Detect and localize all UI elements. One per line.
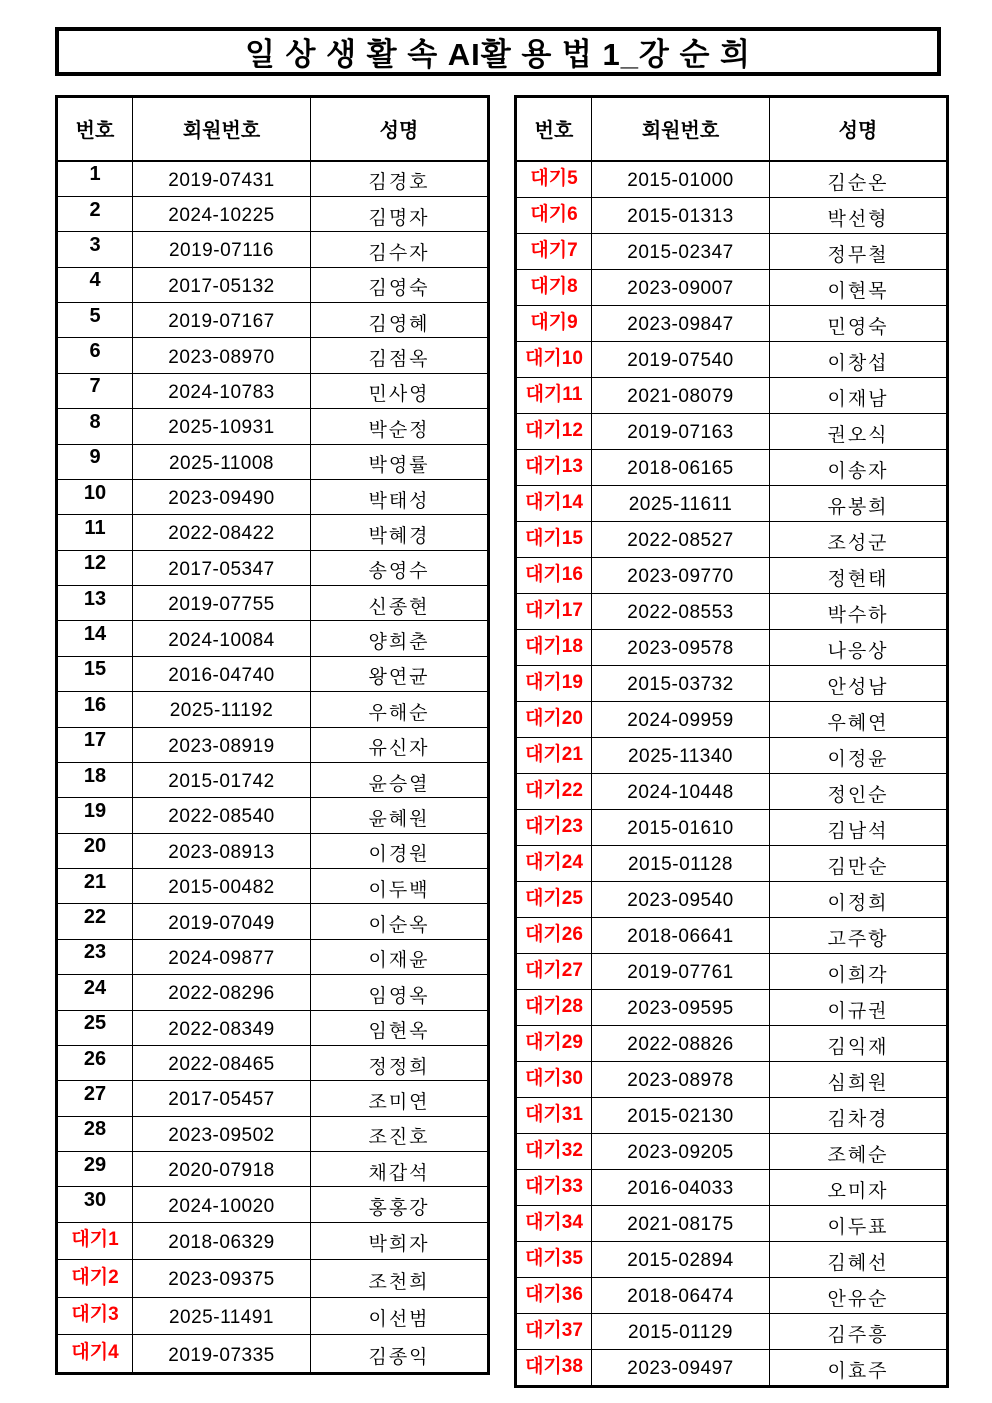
column-header-name: 성명 (770, 97, 948, 161)
name-cell: 안성남 (770, 665, 948, 701)
column-header-name: 성명 (311, 97, 489, 161)
member-id-cell: 2023-09490 (133, 479, 311, 514)
no-cell: 대기4 (57, 1335, 133, 1374)
name-cell: 양희춘 (311, 621, 489, 656)
member-id-cell: 2025-10931 (133, 409, 311, 444)
member-id-cell: 2015-02347 (592, 233, 770, 269)
name-cell: 박순정 (311, 409, 489, 444)
member-id-cell: 2022-08422 (133, 515, 311, 550)
name-cell: 윤혜원 (311, 798, 489, 833)
member-id-cell: 2015-02130 (592, 1097, 770, 1133)
table-row (516, 1313, 948, 1349)
table-row (516, 521, 948, 557)
no-cell: 대기18 (516, 629, 592, 665)
member-id-cell: 2023-09497 (592, 1349, 770, 1386)
table-row (57, 586, 489, 621)
no-cell: 대기26 (516, 917, 592, 953)
table-row (57, 869, 489, 904)
name-cell: 정인순 (770, 773, 948, 809)
table-row (57, 409, 489, 444)
table-row (57, 727, 489, 762)
name-cell: 이선범 (311, 1297, 489, 1334)
member-id-cell: 2018-06329 (133, 1222, 311, 1259)
no-cell: 8 (57, 409, 133, 444)
table-row (516, 161, 948, 198)
table-row (516, 305, 948, 341)
no-cell: 23 (57, 939, 133, 974)
table-row (57, 267, 489, 302)
no-cell: 4 (57, 267, 133, 302)
table-row (57, 196, 489, 231)
name-cell: 박영률 (311, 444, 489, 479)
no-cell: 대기38 (516, 1349, 592, 1386)
name-cell: 이순옥 (311, 904, 489, 939)
name-cell: 박태성 (311, 479, 489, 514)
name-cell: 채갑석 (311, 1152, 489, 1187)
member-id-cell: 2023-09375 (133, 1260, 311, 1297)
no-cell: 대기8 (516, 269, 592, 305)
name-cell: 김영혜 (311, 303, 489, 338)
name-cell: 조천희 (311, 1260, 489, 1297)
member-id-cell: 2021-08175 (592, 1205, 770, 1241)
table-row (57, 1187, 489, 1222)
member-id-cell: 2024-10448 (592, 773, 770, 809)
name-cell: 김순온 (770, 161, 948, 198)
table-row (516, 1349, 948, 1386)
member-id-cell: 2017-05347 (133, 550, 311, 585)
member-id-cell: 2019-07049 (133, 904, 311, 939)
no-cell: 22 (57, 904, 133, 939)
member-id-cell: 2023-09502 (133, 1116, 311, 1151)
name-cell: 이정희 (770, 881, 948, 917)
name-cell: 조진호 (311, 1116, 489, 1151)
table-body-left (57, 161, 489, 1374)
name-cell: 김종익 (311, 1335, 489, 1374)
column-header-member-id: 회원번호 (592, 97, 770, 161)
table-row (57, 1297, 489, 1334)
name-cell: 민영숙 (770, 305, 948, 341)
no-cell: 대기2 (57, 1260, 133, 1297)
name-cell: 김만순 (770, 845, 948, 881)
table-row (516, 1277, 948, 1313)
member-id-cell: 2020-07918 (133, 1152, 311, 1187)
no-cell: 15 (57, 656, 133, 691)
no-cell: 대기3 (57, 1297, 133, 1334)
no-cell: 13 (57, 586, 133, 621)
table-row (57, 692, 489, 727)
name-cell: 유봉희 (770, 485, 948, 521)
no-cell: 대기23 (516, 809, 592, 845)
no-cell: 대기16 (516, 557, 592, 593)
member-id-cell: 2015-02894 (592, 1241, 770, 1277)
member-id-cell: 2023-09540 (592, 881, 770, 917)
name-cell: 김남석 (770, 809, 948, 845)
no-cell: 대기19 (516, 665, 592, 701)
no-cell: 대기12 (516, 413, 592, 449)
header-row (57, 97, 489, 161)
name-cell: 임현옥 (311, 1010, 489, 1045)
name-cell: 박혜경 (311, 515, 489, 550)
member-id-cell: 2017-05457 (133, 1081, 311, 1116)
name-cell: 김영숙 (311, 267, 489, 302)
no-cell: 대기24 (516, 845, 592, 881)
name-cell: 이송자 (770, 449, 948, 485)
member-id-cell: 2018-06641 (592, 917, 770, 953)
table-row (516, 1097, 948, 1133)
name-cell: 이규권 (770, 989, 948, 1025)
column-header-no: 번호 (516, 97, 592, 161)
member-id-cell: 2019-07540 (592, 341, 770, 377)
member-id-cell: 2022-08826 (592, 1025, 770, 1061)
member-id-cell: 2015-01742 (133, 762, 311, 797)
no-cell: 11 (57, 515, 133, 550)
table-row (57, 303, 489, 338)
member-id-cell: 2025-11008 (133, 444, 311, 479)
table-header-left (57, 97, 489, 161)
no-cell: 대기22 (516, 773, 592, 809)
member-id-cell: 2025-11611 (592, 485, 770, 521)
table-body-right (516, 161, 948, 1387)
name-cell: 우혜연 (770, 701, 948, 737)
table-row (516, 1133, 948, 1169)
table-row (516, 377, 948, 413)
name-cell: 김익재 (770, 1025, 948, 1061)
member-id-cell: 2019-07335 (133, 1335, 311, 1374)
table-row (57, 833, 489, 868)
member-id-cell: 2022-08349 (133, 1010, 311, 1045)
name-cell: 조미연 (311, 1081, 489, 1116)
name-cell: 정정희 (311, 1045, 489, 1080)
name-cell: 홍홍강 (311, 1187, 489, 1222)
table-row (57, 621, 489, 656)
table-row (516, 1169, 948, 1205)
name-cell: 임영옥 (311, 975, 489, 1010)
table-row (516, 1025, 948, 1061)
table-row (57, 373, 489, 408)
member-id-cell: 2022-08296 (133, 975, 311, 1010)
table-row (57, 161, 489, 197)
name-cell: 김혜선 (770, 1241, 948, 1277)
name-cell: 심희원 (770, 1061, 948, 1097)
table-row (516, 269, 948, 305)
name-cell: 권오식 (770, 413, 948, 449)
table-row (57, 515, 489, 550)
column-header-no: 번호 (57, 97, 133, 161)
member-id-cell: 2016-04033 (592, 1169, 770, 1205)
no-cell: 대기1 (57, 1222, 133, 1259)
title-box (55, 27, 941, 76)
no-cell: 대기30 (516, 1061, 592, 1097)
table-row (516, 1205, 948, 1241)
member-id-cell: 2015-01313 (592, 197, 770, 233)
name-cell: 김점옥 (311, 338, 489, 373)
member-id-cell: 2019-07167 (133, 303, 311, 338)
no-cell: 대기25 (516, 881, 592, 917)
name-cell: 이창섭 (770, 341, 948, 377)
member-id-cell: 2015-01610 (592, 809, 770, 845)
table-row (57, 1010, 489, 1045)
member-id-cell: 2018-06474 (592, 1277, 770, 1313)
member-id-cell: 2024-10783 (133, 373, 311, 408)
name-cell: 안유순 (770, 1277, 948, 1313)
member-id-cell: 2022-08540 (133, 798, 311, 833)
member-id-cell: 2017-05132 (133, 267, 311, 302)
table-row (516, 485, 948, 521)
table-row (57, 656, 489, 691)
name-cell: 이효주 (770, 1349, 948, 1386)
name-cell: 김수자 (311, 232, 489, 267)
table-row (57, 939, 489, 974)
name-cell: 이경원 (311, 833, 489, 868)
member-id-cell: 2023-09578 (592, 629, 770, 665)
no-cell: 대기37 (516, 1313, 592, 1349)
member-id-cell: 2023-09205 (592, 1133, 770, 1169)
member-id-cell: 2015-00482 (133, 869, 311, 904)
table-row (516, 989, 948, 1025)
no-cell: 16 (57, 692, 133, 727)
no-cell: 24 (57, 975, 133, 1010)
name-cell: 신종현 (311, 586, 489, 621)
table-row (57, 1116, 489, 1151)
table-row (516, 449, 948, 485)
no-cell: 대기6 (516, 197, 592, 233)
member-id-cell: 2025-11192 (133, 692, 311, 727)
name-cell: 조성군 (770, 521, 948, 557)
no-cell: 28 (57, 1116, 133, 1151)
table-row (57, 444, 489, 479)
no-cell: 27 (57, 1081, 133, 1116)
name-cell: 조혜순 (770, 1133, 948, 1169)
name-cell: 윤승열 (311, 762, 489, 797)
table-row (516, 197, 948, 233)
table-row (516, 881, 948, 917)
no-cell: 대기20 (516, 701, 592, 737)
member-id-cell: 2019-07431 (133, 161, 311, 197)
no-cell: 3 (57, 232, 133, 267)
member-id-cell: 2025-11340 (592, 737, 770, 773)
table-row (57, 232, 489, 267)
table-row (516, 773, 948, 809)
member-id-cell: 2023-09595 (592, 989, 770, 1025)
member-id-cell: 2022-08465 (133, 1045, 311, 1080)
table-row (57, 338, 489, 373)
member-id-cell: 2025-11491 (133, 1297, 311, 1334)
no-cell: 대기28 (516, 989, 592, 1025)
member-id-cell: 2022-08553 (592, 593, 770, 629)
no-cell: 대기34 (516, 1205, 592, 1241)
name-cell: 정현태 (770, 557, 948, 593)
member-id-cell: 2023-08919 (133, 727, 311, 762)
no-cell: 30 (57, 1187, 133, 1222)
table-row (516, 341, 948, 377)
table-row (57, 1260, 489, 1297)
member-id-cell: 2019-07116 (133, 232, 311, 267)
no-cell: 12 (57, 550, 133, 585)
no-cell: 대기5 (516, 161, 592, 198)
member-id-cell: 2019-07755 (133, 586, 311, 621)
page-title: 일 상 생 활 속 AI활 용 법 1_강 순 희 (244, 37, 751, 72)
column-header-member-id: 회원번호 (133, 97, 311, 161)
table-row (516, 809, 948, 845)
tables-container (55, 95, 949, 1388)
no-cell: 7 (57, 373, 133, 408)
no-cell: 10 (57, 479, 133, 514)
table-header-right (516, 97, 948, 161)
name-cell: 김주흥 (770, 1313, 948, 1349)
no-cell: 대기31 (516, 1097, 592, 1133)
name-cell: 박희자 (311, 1222, 489, 1259)
table-row (57, 1081, 489, 1116)
name-cell: 이두표 (770, 1205, 948, 1241)
table-row (516, 557, 948, 593)
no-cell: 대기9 (516, 305, 592, 341)
no-cell: 대기11 (516, 377, 592, 413)
name-cell: 김명자 (311, 196, 489, 231)
no-cell: 1 (57, 161, 133, 197)
name-cell: 이정윤 (770, 737, 948, 773)
member-id-cell: 2023-09770 (592, 557, 770, 593)
no-cell: 29 (57, 1152, 133, 1187)
table-row (57, 762, 489, 797)
member-id-cell: 2024-09877 (133, 939, 311, 974)
table-row (516, 737, 948, 773)
no-cell: 2 (57, 196, 133, 231)
no-cell: 20 (57, 833, 133, 868)
member-id-cell: 2023-08978 (592, 1061, 770, 1097)
member-id-cell: 2023-08970 (133, 338, 311, 373)
member-id-cell: 2022-08527 (592, 521, 770, 557)
no-cell: 대기17 (516, 593, 592, 629)
table-row (516, 917, 948, 953)
member-id-cell: 2015-01000 (592, 161, 770, 198)
no-cell: 19 (57, 798, 133, 833)
no-cell: 대기15 (516, 521, 592, 557)
table-row (516, 665, 948, 701)
table-row (57, 1045, 489, 1080)
table-row (516, 629, 948, 665)
name-cell: 이희각 (770, 953, 948, 989)
table-row (57, 1335, 489, 1374)
no-cell: 대기29 (516, 1025, 592, 1061)
roster-table-right (514, 95, 949, 1388)
no-cell: 대기32 (516, 1133, 592, 1169)
no-cell: 25 (57, 1010, 133, 1045)
table-row (516, 1061, 948, 1097)
no-cell: 6 (57, 338, 133, 373)
no-cell: 5 (57, 303, 133, 338)
name-cell: 나응상 (770, 629, 948, 665)
member-id-cell: 2015-01129 (592, 1313, 770, 1349)
table-row (57, 904, 489, 939)
name-cell: 민사영 (311, 373, 489, 408)
no-cell: 17 (57, 727, 133, 762)
no-cell: 9 (57, 444, 133, 479)
no-cell: 14 (57, 621, 133, 656)
name-cell: 유신자 (311, 727, 489, 762)
header-row (516, 97, 948, 161)
table-row (516, 413, 948, 449)
member-id-cell: 2023-09847 (592, 305, 770, 341)
no-cell: 대기27 (516, 953, 592, 989)
no-cell: 대기21 (516, 737, 592, 773)
table-row (516, 845, 948, 881)
name-cell: 김차경 (770, 1097, 948, 1133)
table-row (57, 798, 489, 833)
table-row (57, 1222, 489, 1259)
member-id-cell: 2015-01128 (592, 845, 770, 881)
name-cell: 김경호 (311, 161, 489, 197)
no-cell: 대기33 (516, 1169, 592, 1205)
no-cell: 대기10 (516, 341, 592, 377)
member-id-cell: 2015-03732 (592, 665, 770, 701)
name-cell: 이재남 (770, 377, 948, 413)
table-row (57, 479, 489, 514)
member-id-cell: 2019-07163 (592, 413, 770, 449)
no-cell: 대기13 (516, 449, 592, 485)
table-row (516, 953, 948, 989)
no-cell: 대기7 (516, 233, 592, 269)
table-row (57, 1152, 489, 1187)
table-row (516, 1241, 948, 1277)
no-cell: 대기35 (516, 1241, 592, 1277)
name-cell: 오미자 (770, 1169, 948, 1205)
name-cell: 이재윤 (311, 939, 489, 974)
name-cell: 정무철 (770, 233, 948, 269)
no-cell: 18 (57, 762, 133, 797)
member-id-cell: 2024-09959 (592, 701, 770, 737)
member-id-cell: 2019-07761 (592, 953, 770, 989)
name-cell: 박수하 (770, 593, 948, 629)
no-cell: 대기36 (516, 1277, 592, 1313)
no-cell: 대기14 (516, 485, 592, 521)
member-id-cell: 2021-08079 (592, 377, 770, 413)
table-row (516, 233, 948, 269)
member-id-cell: 2023-09007 (592, 269, 770, 305)
name-cell: 이두백 (311, 869, 489, 904)
table-row (57, 975, 489, 1010)
member-id-cell: 2024-10084 (133, 621, 311, 656)
name-cell: 왕연균 (311, 656, 489, 691)
member-id-cell: 2023-08913 (133, 833, 311, 868)
name-cell: 박선형 (770, 197, 948, 233)
roster-table-left (55, 95, 490, 1375)
no-cell: 21 (57, 869, 133, 904)
member-id-cell: 2024-10225 (133, 196, 311, 231)
table-row (57, 550, 489, 585)
table-row (516, 701, 948, 737)
member-id-cell: 2024-10020 (133, 1187, 311, 1222)
name-cell: 송영수 (311, 550, 489, 585)
table-row (516, 593, 948, 629)
name-cell: 우해순 (311, 692, 489, 727)
name-cell: 이현목 (770, 269, 948, 305)
no-cell: 26 (57, 1045, 133, 1080)
name-cell: 고주항 (770, 917, 948, 953)
member-id-cell: 2016-04740 (133, 656, 311, 691)
member-id-cell: 2018-06165 (592, 449, 770, 485)
